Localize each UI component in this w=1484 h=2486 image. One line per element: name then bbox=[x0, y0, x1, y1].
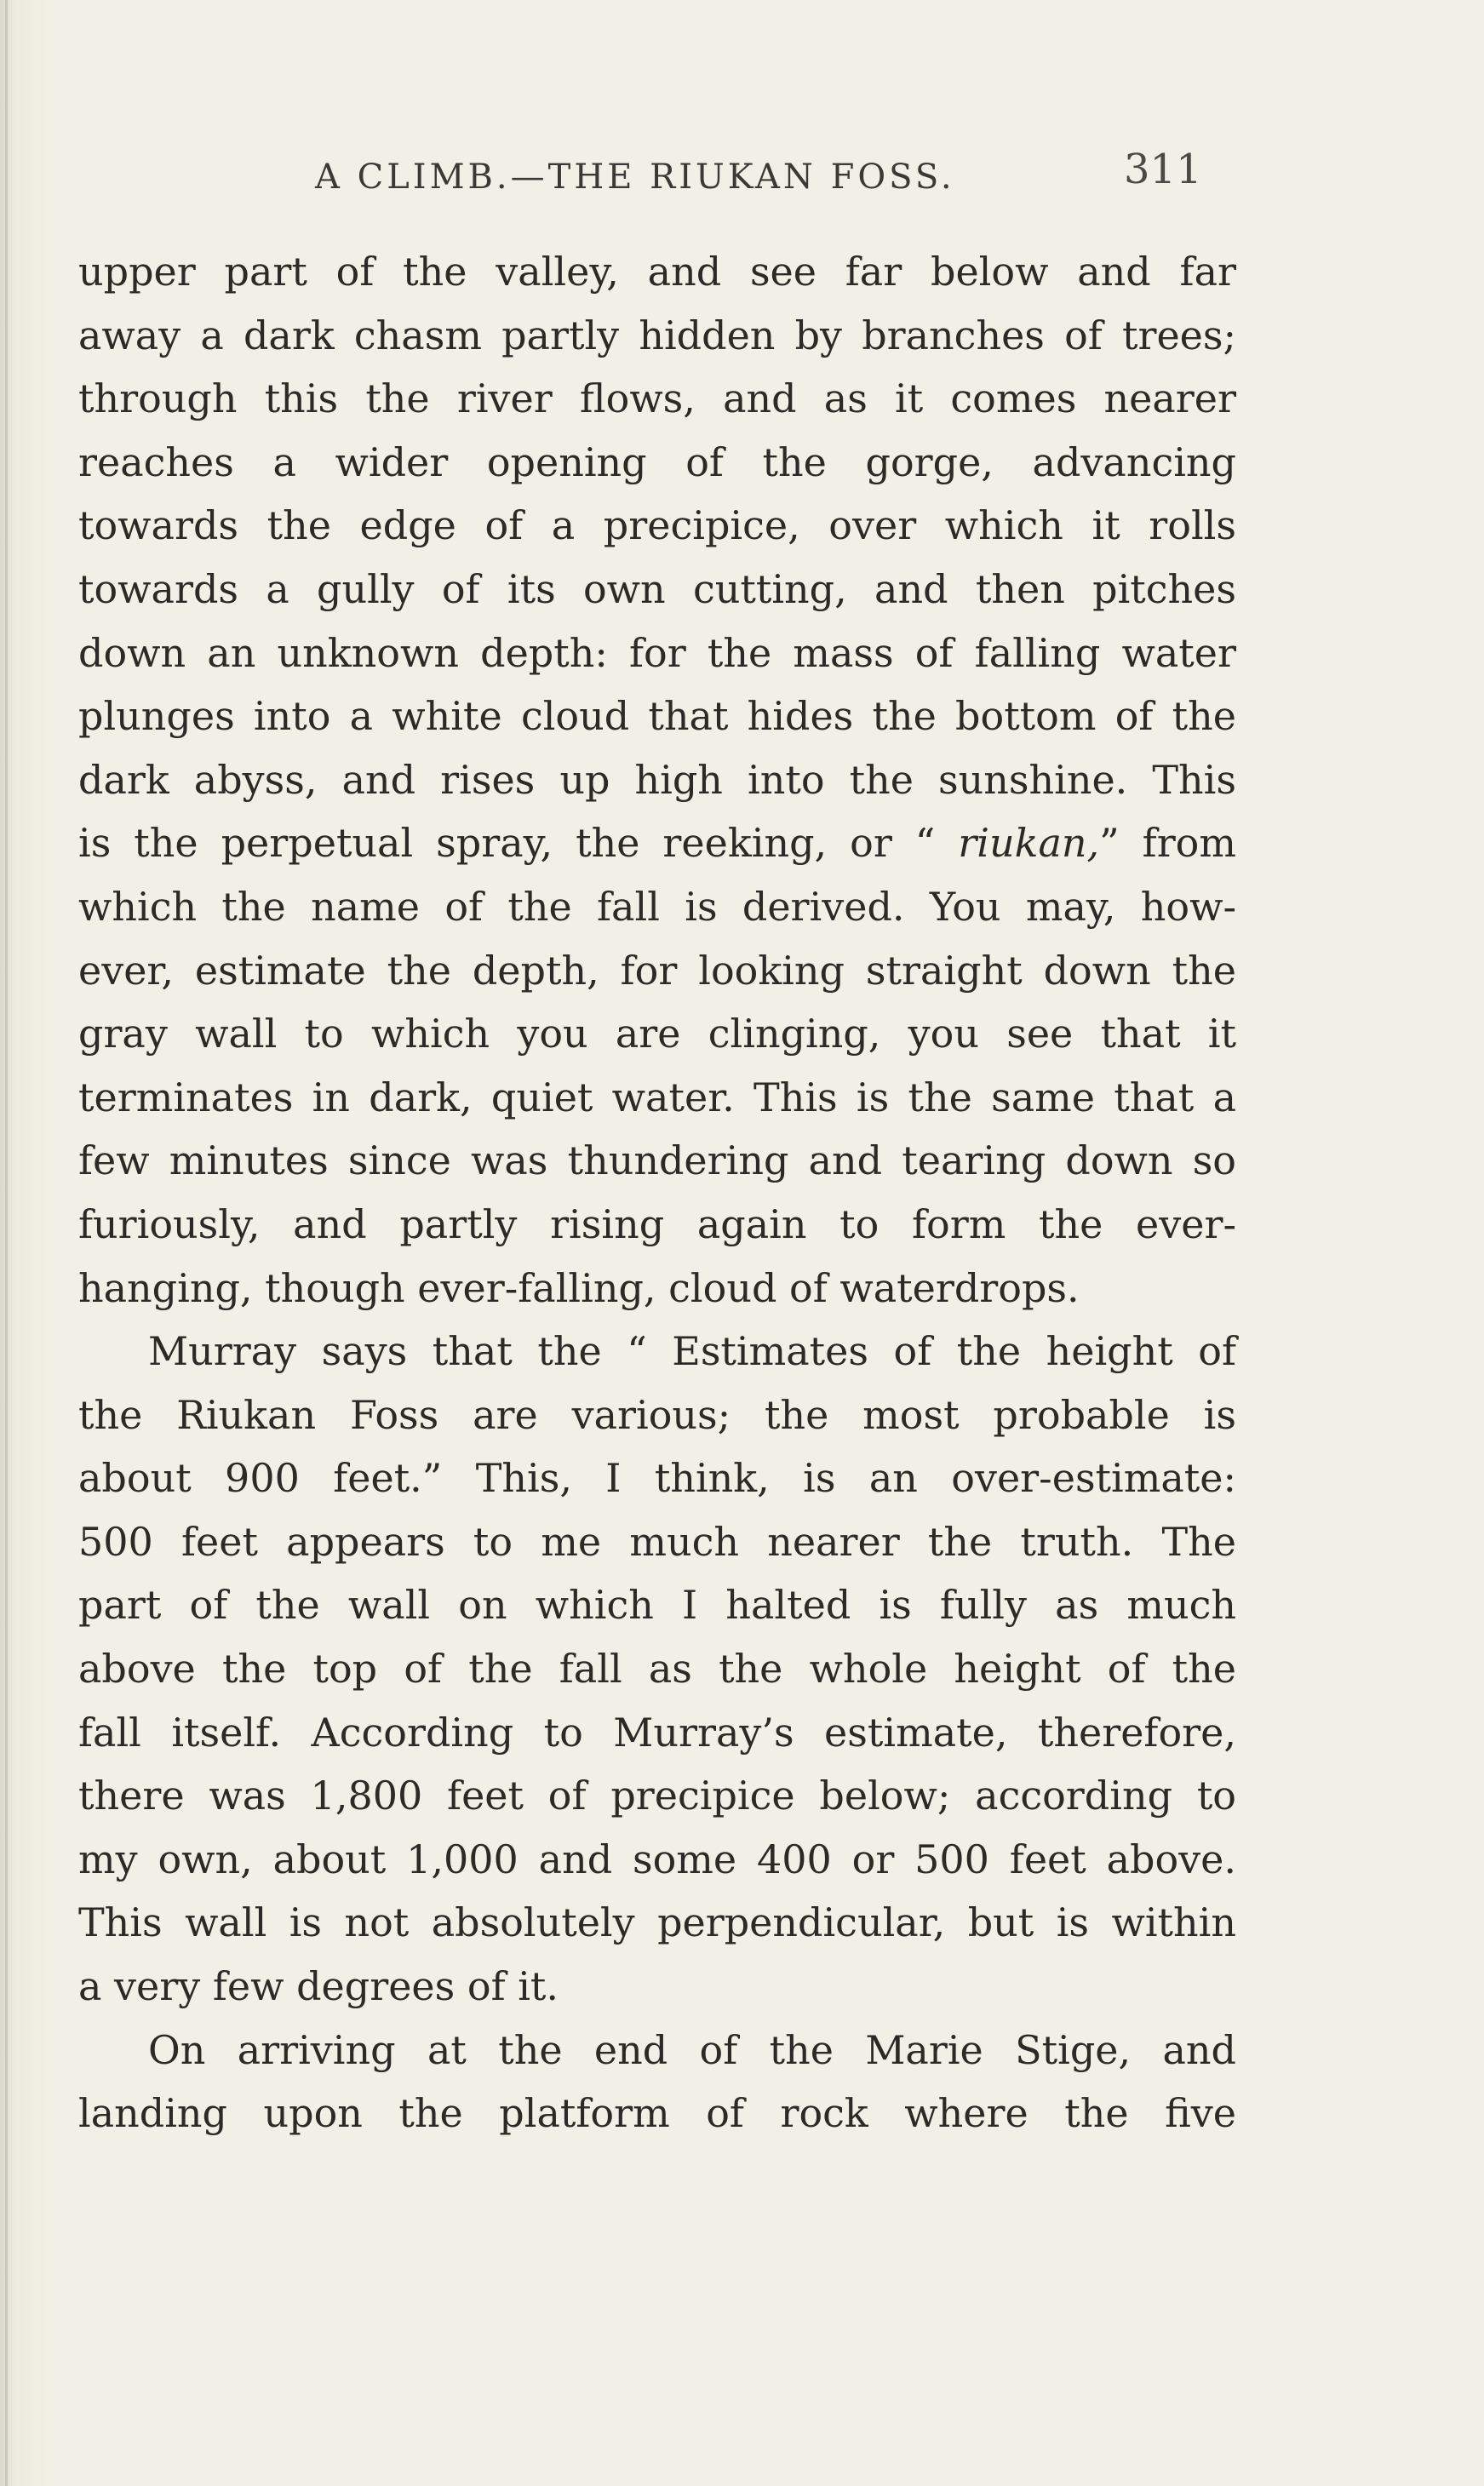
running-head-title: A CLIMB.—THE RIUKAN FOSS. bbox=[315, 158, 955, 197]
body-text bbox=[78, 240, 1236, 2145]
text-line: the Riukan Foss are various; the most probable is bbox=[78, 1391, 1236, 1438]
page-gutter bbox=[5, 0, 8, 2486]
text-line: down an unknown depth: for the mass of falling water bbox=[78, 629, 1236, 676]
text-line: hanging, though ever-falling, cloud of waterdrops. bbox=[78, 1264, 1080, 1311]
italic-word: riukan, bbox=[958, 820, 1100, 867]
text-line: through this the river flows, and as it comes nearer bbox=[78, 375, 1236, 422]
text-line: plunges into a white cloud that hides the bottom of the bbox=[78, 693, 1236, 740]
text-line: landing upon the platform of rock where the five bbox=[78, 2090, 1236, 2137]
text-line: is the perpetual spray, the reeking, or “ riukan,” from bbox=[78, 820, 1236, 867]
text-line: away a dark chasm partly hidden by branches of trees; bbox=[78, 312, 1236, 358]
text-line: On arriving at the end of the Marie Stige, and bbox=[148, 2026, 1236, 2073]
page-number: 311 bbox=[1124, 146, 1202, 193]
text-line: towards the edge of a precipice, over which it rolls bbox=[78, 502, 1236, 549]
running-head bbox=[0, 146, 1484, 209]
text-line: towards a gully of its own cutting, and then pitches bbox=[78, 565, 1236, 612]
text-line: fall itself. According to Murray’s estimate, therefore, bbox=[78, 1709, 1236, 1756]
text-line: part of the wall on which I halted is fully as much bbox=[78, 1582, 1236, 1629]
text-line: few minutes since was thundering and tearing down so bbox=[78, 1137, 1236, 1184]
text-line: dark abyss, and rises up high into the sunshine. This bbox=[78, 756, 1236, 803]
text-line: ever, estimate the depth, for looking straight down the bbox=[78, 947, 1236, 994]
text-line: upper part of the valley, and see far below and far bbox=[78, 249, 1236, 295]
text-line: there was 1,800 feet of precipice below; according to bbox=[78, 1773, 1236, 1819]
text-line: about 900 feet.” This, I think, is an over-estimate: bbox=[78, 1455, 1236, 1502]
text-line: gray wall to which you are clinging, you see that it bbox=[78, 1011, 1236, 1057]
text-line: my own, about 1,000 and some 400 or 500 feet above. bbox=[78, 1836, 1236, 1882]
text-line: reaches a wider opening of the gorge, advancing bbox=[78, 438, 1236, 485]
text-line: above the top of the fall as the whole height of the bbox=[78, 1646, 1236, 1693]
text-line: 500 feet appears to me much nearer the truth. The bbox=[78, 1518, 1236, 1565]
text-line: terminates in dark, quiet water. This is the same that a bbox=[78, 1074, 1236, 1120]
text-line: which the name of the fall is derived. You may, how- bbox=[78, 883, 1236, 930]
text-line: a very few degrees of it. bbox=[78, 1963, 559, 2010]
text-line: furiously, and partly rising again to form the ever- bbox=[78, 1200, 1236, 1247]
text-line: Murray says that the “ Estimates of the height of bbox=[148, 1328, 1236, 1375]
text-line: This wall is not absolutely perpendicular, but is within bbox=[78, 1899, 1236, 1946]
